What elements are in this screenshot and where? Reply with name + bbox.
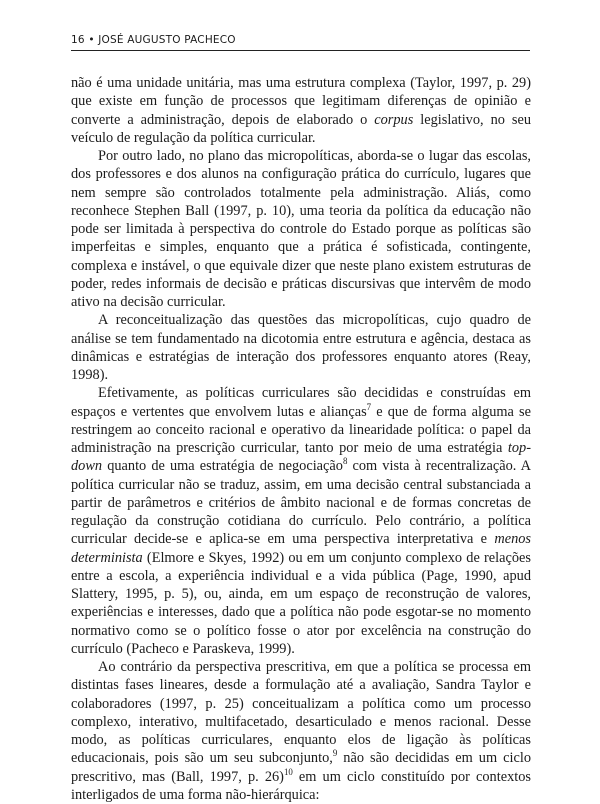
- footnote-ref-8: 8: [342, 456, 348, 467]
- paragraph-4-text-d: com vista à recentralização. A política curricular não se traduz, assim, em uma decisão central substanciada a partir de parâmetros e critérios de âmbito nacional e de formas concretas de regulação da construção cotidiana do currículo. Pelo contrário, a política curricular decide-se e aplica-se em uma perspectiva interpretativa e: [71, 458, 531, 548]
- page-number: 16: [71, 34, 85, 46]
- running-header: [71, 33, 530, 51]
- running-header-text: [71, 33, 236, 47]
- paragraph-4-text-e: (Elmore e Skyes, 1992) ou em um conjunto complexo de relações entre a escola, a experiência individual e a vida pública (Page, 1990, apud Slattery, 1995, p. 5), ou, ainda, em um espaço de reconstrução de valores, experiências e interesses, dado que a política não pode esgotar-se no momento normativo como se o político fosse o ator por excelência na construção do currículo (Pacheco e Paraskeva, 1999).: [71, 549, 531, 657]
- footnote-ref-7: 7: [366, 401, 372, 412]
- body-text: [71, 74, 531, 804]
- paragraph-1: [71, 74, 531, 147]
- paragraph-2: Por outro lado, no plano das micropolíticas, aborda-se o lugar das escolas, dos professores e dos alunos na configuração prática do currículo, lugares que nem sempre são controlados totalmente pela administração. Aliás, como reconhece Stephen Ball (1997, p. 10), uma teoria da política da educação não pode ser limitada à perspectiva do controle do Estado porque as políticas são imperfeitas e simples, enquanto que a prática é sofisticada, contingente, complexa e instável, o que equivale dizer que neste plano existem estruturas de poder, redes informais de decisão e práticas discursivas que intervêm de modo ativo na decisão curricular.: [71, 148, 531, 310]
- footnote-ref-9: 9: [332, 748, 338, 759]
- paragraph-4: [71, 384, 531, 658]
- paragraph-4-text-a: Efetivamente, as políticas curriculares são decididas e construídas em espaços e vertentes que envolvem lutas e alianças: [71, 385, 531, 420]
- italic-menos-determinista: menos determinista: [71, 531, 531, 566]
- paragraph-5-text-b: não são decididas em um ciclo prescritivo, mas (Ball, 1997, p. 26): [71, 750, 531, 785]
- paragraph-3: A reconceitualização das questões das micropolíticas, cujo quadro de análise se tem fundamentado na dicotomia entre estrutura e agência, destaca as dinâmicas e estratégias de interação dos professores enquanto atores (Reay, 1998).: [71, 312, 531, 383]
- paragraph-5-text-a: Ao contrário da perspectiva prescritiva, em que a política se processa em distintas fases lineares, desde a formulação até a avaliação, Sandra Taylor e colaboradores (1997, p. 25) conceitualizam a política como um processo complexo, interativo, multifacetado, desarticulado e menos racional. Desse modo, as políticas curriculares, enquanto elos de ligação às políticas educacionais, pois são um seu subconjunto,: [71, 659, 531, 767]
- paragraph-4-text-c: quanto de uma estratégia de negociação: [102, 458, 343, 475]
- italic-top-down: top-down: [71, 440, 531, 475]
- author-name: JOSÉ AUGUSTO PACHECO: [98, 34, 236, 46]
- italic-corpus: corpus: [374, 111, 414, 128]
- header-separator: •: [88, 34, 95, 46]
- paragraph-1-text-a: não é uma unidade unitária, mas uma estrutura complexa (Taylor, 1997, p. 29) que existe em função de processos que legitimam diferenças de opinião e converte a administração, depois de elaborado o: [71, 75, 531, 128]
- footnote-ref-10: 10: [283, 766, 293, 777]
- paragraph-5-text-c: em um ciclo constituído por contextos interligados de uma forma não-hierárquica:: [71, 768, 531, 803]
- paragraph-1-text-b: legislativo, no seu veículo de regulação da política curricular.: [71, 111, 531, 146]
- paragraph-5: [71, 658, 531, 804]
- paragraph-4-text-b: e que de forma alguma se restringem ao conceito racional e operativo da linearidade política: o papel da administração na prescrição curricular, tanto por meio de uma estratégia: [71, 403, 531, 456]
